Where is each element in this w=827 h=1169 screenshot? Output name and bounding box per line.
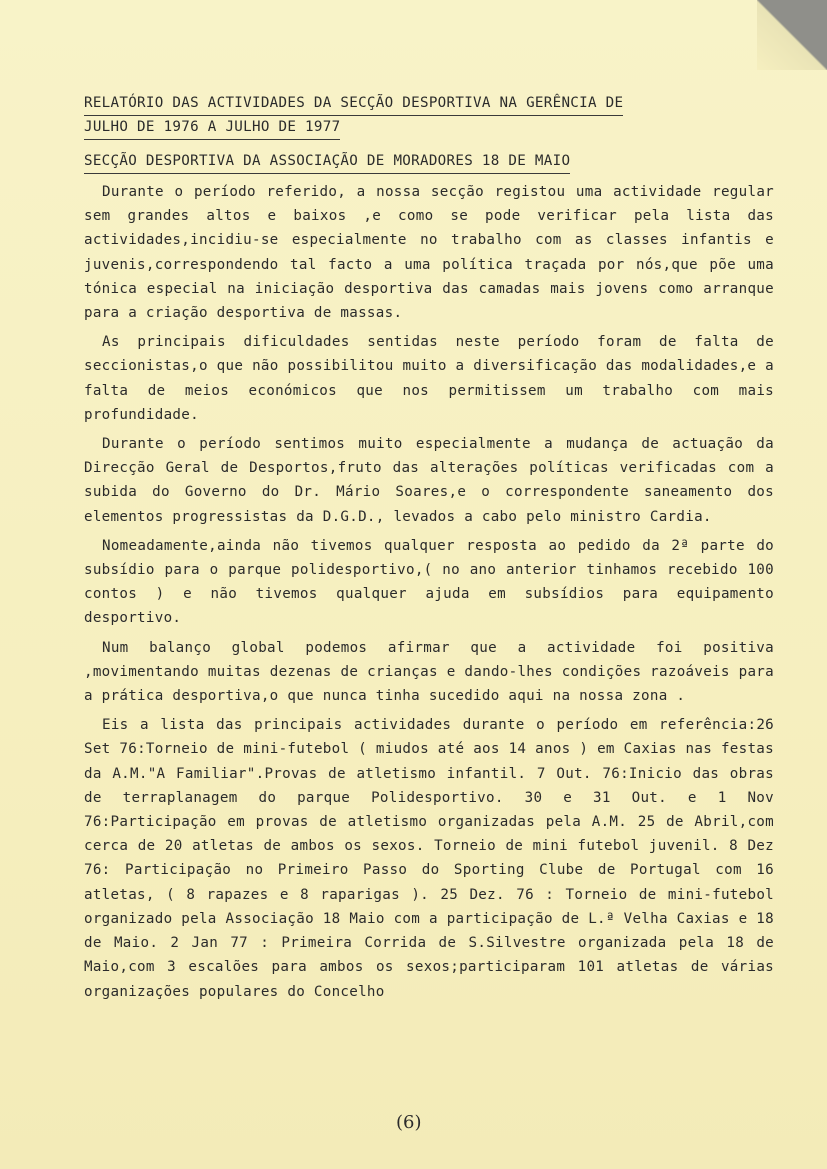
paragraph-3: Durante o período sentimos muito especialmente a mudança de actuação da Direcção Geral de Desportos,fruto das alterações políticas verificadas com a subida do Governo do Dr. Mário Soares,e o correspondente saneamento dos elementos progressistas da D.G.D., levados a cabo pelo ministro Cardia. [84,436,774,525]
paragraph-4: Nomeadamente,ainda não tivemos qualquer resposta ao pedido da 2ª parte do subsídio para o parque polidesportivo,( no ano anterior tinhamos recebido 100 contos ) e não tivemos qualquer ajuda em subsídios para equipamento desportivo. [84,537,774,627]
document-title [84,92,774,140]
page-number: (6) [396,1112,422,1133]
title-line-1: RELATÓRIO DAS ACTIVIDADES DA SECÇÃO DESPORTIVA NA GERÊNCIA DE [84,92,623,116]
document-subtitle [84,150,774,174]
page-corner-fold [757,0,827,70]
paragraph-6: Eis a lista das principais actividades durante o período em referência:26 Set 76:Torneio de mini-futebol ( miudos até aos 14 anos ) em Caxias nas festas da A.M."A Familiar".Provas de atletismo infantil. 7 Out. 76:Inicio das obras de terraplanagem do parque Polidesportivo. 30 e 31 Out. e 1 Nov 76:Participação em provas de atletismo organizadas pela A.M. 25 de Abril,com cerca de 20 atletas de ambos os sexos. Torneio de mini futebol juvenil. 8 Dez 76: Participação no Primeiro Passo do Sporting Clube de Portugal com 16 atletas, ( 8 rapazes e 8 raparigas ). 25 Dez. 76 : Torneio de mini-futebol organizado pela Associação 18 Maio com a participação de L.ª Velha Caxias e 18 de Maio. 2 Jan 77 : Primeira Corrida de S.Silvestre organizada pela 18 de Maio,com 3 escalões para ambos os sexos;participaram 101 atletas de várias organizações populares do Concelho [84,717,774,1000]
subtitle-text: SECÇÃO DESPORTIVA DA ASSOCIAÇÃO DE MORADORES 18 DE MAIO [84,150,570,174]
title-line-2: JULHO DE 1976 A JULHO DE 1977 [84,116,340,140]
paragraph-1: Durante o período referido, a nossa secção registou uma actividade regular sem grandes altos e baixos ,e como se pode verificar pela lista das actividades,incidiu-se especialmente no trabalho com as classes infantis e juvenis,correspondendo tal facto a uma política traçada por nós,que põe uma tónica especial na iniciação desportiva das camadas mais jovens como arranque para a criação desportiva de massas. [84,184,774,322]
document-body [84,92,774,1009]
paragraph-2: As principais dificuldades sentidas neste período foram de falta de seccionistas,o que não possibilitou muito a diversificação das modalidades,e a falta de meios económicos que nos permitissem um trabalho com mais profundidade. [84,334,774,423]
paragraph-5: Num balanço global podemos afirmar que a actividade foi positiva ,movimentando muitas dezenas de crianças e dando-lhes condições razoáveis para a prática desportiva,o que nunca tinha sucedido aqui na nossa zona . [84,639,774,705]
